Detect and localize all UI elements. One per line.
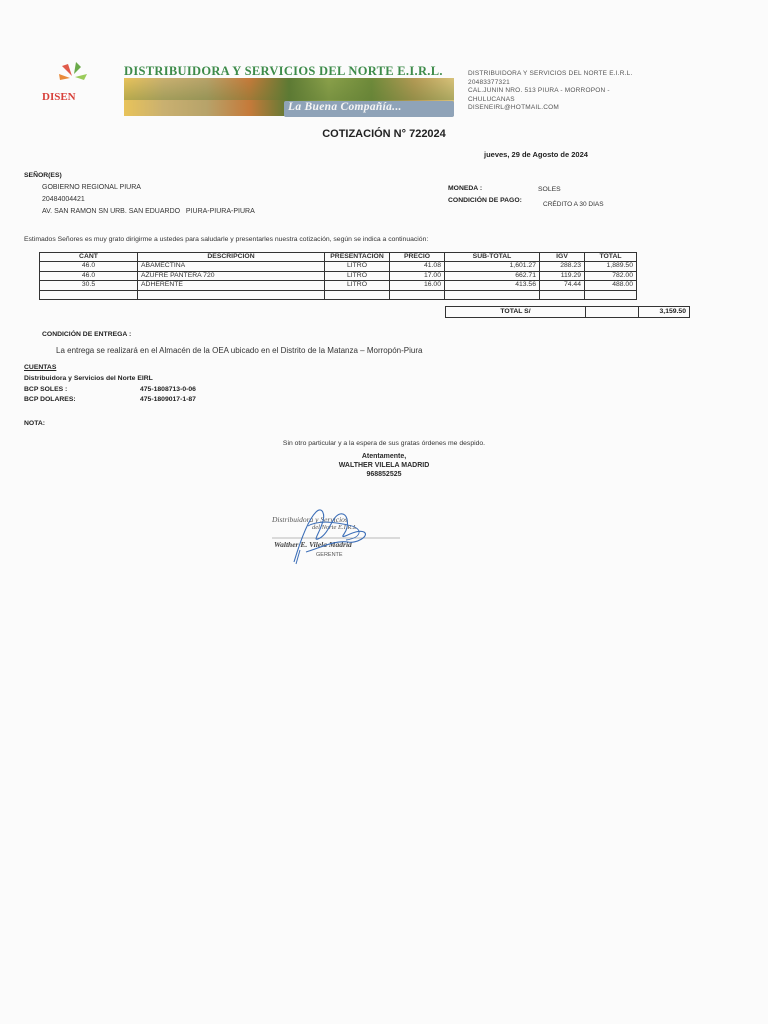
cell-total: 782.00	[585, 271, 637, 280]
client-address: AV. SAN RAMON SN URB. SAN EDUARDO PIURA-PIURA-PIURA	[42, 208, 255, 215]
slogan: La Buena Compañía...	[288, 101, 402, 113]
quote-title: COTIZACIÓN N° 722024	[322, 128, 446, 140]
info-line: DISTRIBUIDORA Y SERVICIOS DEL NORTE E.I.R.L.	[468, 70, 633, 77]
client-name: GOBIERNO REGIONAL PIURA	[42, 184, 141, 191]
closing-phone: 968852525	[366, 471, 402, 478]
cell-cant: 46.0	[40, 271, 138, 280]
payment-value: CRÉDITO A 30 DIAS	[543, 201, 604, 208]
cell-desc: AZUFRE PANTERA 720	[138, 271, 325, 280]
stamp-line-2: del Norte E.I.R.L.	[312, 524, 359, 531]
column-header: PRESENTACION	[325, 253, 390, 262]
cell-igv: 74.44	[540, 281, 585, 290]
info-line: CHULUCANAS	[468, 95, 515, 103]
stamp-line-1: Distribuidora y Servicios	[272, 515, 348, 524]
accounts-company: Distribuidora y Servicios del Norte EIRL	[24, 375, 153, 382]
cell-igv: 288.23	[540, 262, 585, 271]
closing-name: WALTHER VILELA MADRID	[338, 462, 430, 469]
note-label: NOTA:	[24, 420, 46, 427]
quote-table	[39, 252, 637, 300]
total-table	[445, 306, 690, 318]
stamp-line-4: GERENTE	[316, 552, 343, 558]
client-ruc: 20484004421	[42, 196, 85, 203]
total-label: TOTAL S/	[446, 307, 586, 318]
bcp-soles-value: 475-1808713-0-06	[140, 386, 196, 393]
total-value: 3,159.50	[639, 307, 690, 318]
currency-value: SOLES	[538, 186, 561, 193]
column-header: PRECIO	[390, 253, 445, 262]
info-line: 20483377321	[468, 78, 510, 86]
cell-pres: LITRO	[325, 281, 390, 290]
delivery-text: La entrega se realizará en el Almacén de la OEA ubicado en el Distrito de la Matanza – Morropón-Piura	[56, 346, 423, 355]
table-header-row	[40, 253, 637, 262]
column-header: DESCRIPCION	[138, 253, 325, 262]
column-header: SUB-TOTAL	[445, 253, 540, 262]
cell-total: 488.00	[585, 281, 637, 290]
intro-text: Estimados Señores es muy grato dirigirme a ustedes para saludarle y presentarles nuestra cotización, según se indica a continuación:	[24, 236, 429, 243]
table-row	[40, 271, 637, 280]
delivery-title: CONDICIÓN DE ENTREGA :	[42, 331, 132, 338]
cell-pres: LITRO	[325, 262, 390, 271]
cell-cant: 30.5	[40, 281, 138, 290]
column-header: TOTAL	[585, 253, 637, 262]
closing-block	[0, 440, 768, 478]
cell-desc: ADHERENTE	[138, 281, 325, 290]
cell-total: 1,889.50	[585, 262, 637, 271]
company-info	[468, 70, 632, 113]
quote-date: jueves, 29 de Agosto de 2024	[484, 150, 588, 159]
cell-precio: 41.08	[390, 262, 445, 271]
cell-desc: ABAMECTINA	[138, 262, 325, 271]
table-row	[40, 281, 637, 290]
column-header: CANT	[40, 253, 138, 262]
cell-sub: 662.71	[445, 271, 540, 280]
currency-label: MONEDA :	[448, 185, 483, 192]
bcp-dolares-value: 475-1809017-1-87	[140, 396, 196, 403]
payment-label: CONDICIÓN DE PAGO:	[448, 197, 522, 204]
closing-regards: Atentamente,	[361, 453, 407, 460]
closing-text: Sin otro particular y a la espera de sus gratas órdenes me despido.	[282, 440, 486, 447]
table-row-empty	[40, 290, 637, 299]
stamp-line-3: Walther E. Vilela Madrid	[274, 540, 352, 549]
cell-precio: 16.00	[390, 281, 445, 290]
info-line: DISENEIRL@HOTMAIL.COM	[468, 104, 559, 112]
cell-igv: 119.29	[540, 271, 585, 280]
header-banner-overlay	[124, 78, 454, 100]
table-row	[40, 262, 637, 271]
bcp-dolares-label: BCP DOLARES:	[24, 396, 76, 403]
bcp-soles-label: BCP SOLES :	[24, 386, 68, 393]
column-header: IGV	[540, 253, 585, 262]
company-name: DISTRIBUIDORA Y SERVICIOS DEL NORTE E.I.R.L.	[124, 64, 443, 78]
logo-text: DISEN	[42, 91, 76, 103]
cell-pres: LITRO	[325, 271, 390, 280]
accounts-title: CUENTAS	[24, 364, 57, 371]
signature-stamp	[260, 492, 410, 570]
cell-cant: 46.0	[40, 262, 138, 271]
client-label: SEÑOR(ES)	[24, 172, 62, 179]
company-logo	[38, 60, 108, 108]
cell-precio: 17.00	[390, 271, 445, 280]
cell-sub: 1,601.27	[445, 262, 540, 271]
cell-sub: 413.56	[445, 281, 540, 290]
info-line: CAL.JUNIN NRO. 513 PIURA - MORROPON -	[468, 87, 610, 95]
